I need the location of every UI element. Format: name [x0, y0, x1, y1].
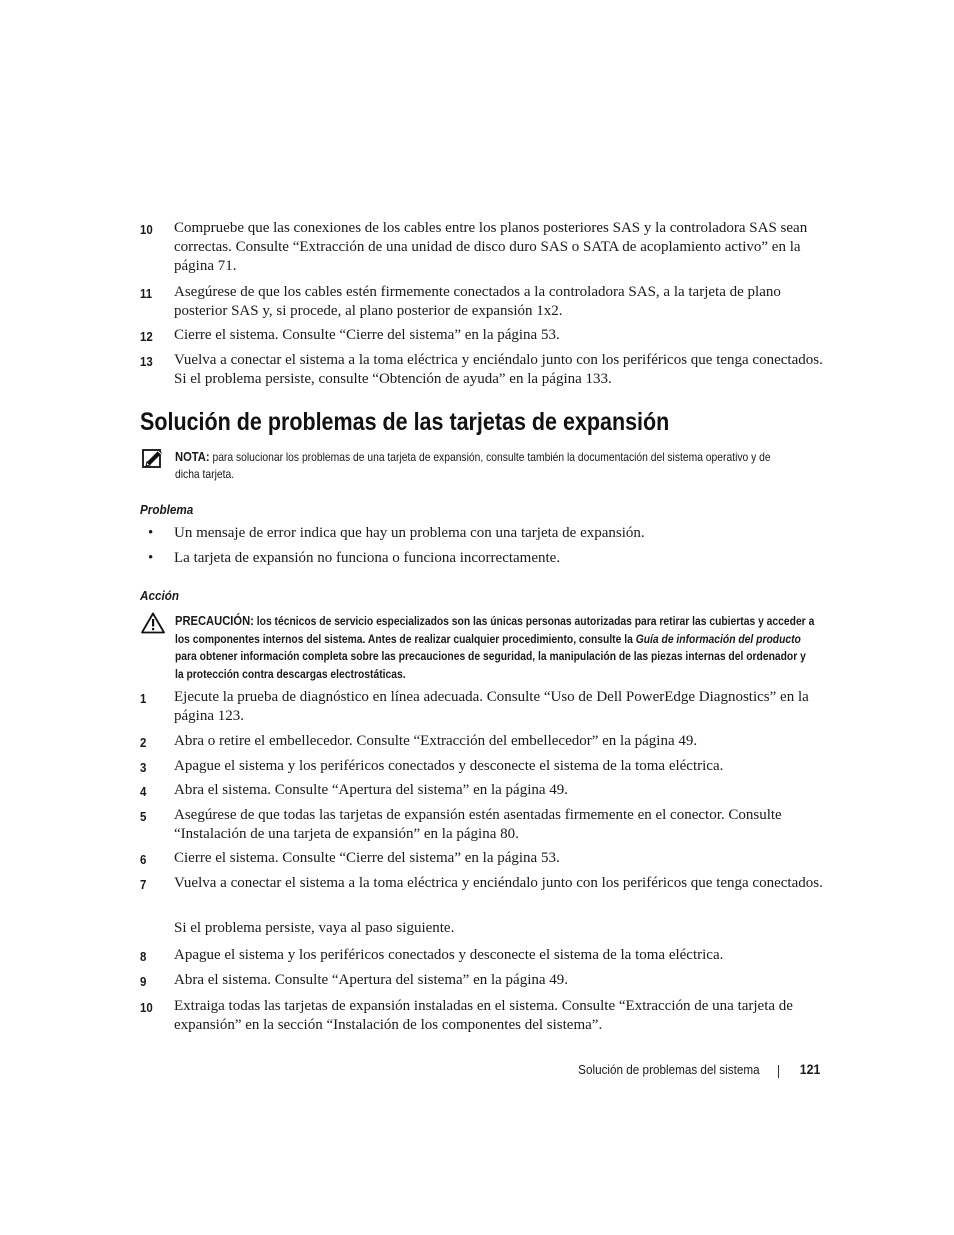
step-text: Abra el sistema. Consulte “Apertura del sistema” en la página 49.: [174, 782, 569, 798]
caution-label: PRECAUCIÓN:: [175, 613, 254, 628]
caution: [175, 612, 816, 683]
step-text: Ejecute la prueba de diagnóstico en línea adecuada. Consulte “Uso de Dell PowerEdge Diagnostics” en la página 123.: [174, 689, 809, 724]
step-text: Cierre el sistema. Consulte “Cierre del sistema” en la página 53.: [174, 327, 560, 343]
bullet-text: Un mensaje de error indica que hay un problema con una tarjeta de expansión.: [174, 525, 645, 541]
step-number: 8: [140, 949, 147, 964]
step-number: 3: [140, 760, 147, 775]
step-number: 4: [140, 784, 147, 799]
step-number: 6: [140, 852, 147, 867]
step-number: 12: [140, 329, 153, 344]
step-number: 7: [140, 877, 147, 892]
problem-heading: Problema: [140, 502, 194, 517]
bullet-text: La tarjeta de expansión no funciona o funciona incorrectamente.: [174, 550, 561, 566]
step-number: 13: [140, 354, 153, 369]
section-title: Solución de problemas de las tarjetas de expansión: [140, 408, 670, 436]
step-number: 9: [140, 974, 147, 989]
step-text: Compruebe que las conexiones de los cables entre los planos posteriores SAS y la controladora SAS sean correctas. Consulte “Extracción de una unidad de disco duro SAS o SATA de acoplamiento activo” en la página 71.: [174, 220, 808, 274]
step-number: 5: [140, 809, 147, 824]
product-guide-title: Guía de información del producto: [635, 631, 801, 646]
note-label: NOTA:: [175, 449, 210, 464]
caution-text-after: para obtener información completa sobre las precauciones de seguridad, la manipulación de las piezas internas del ordenador y la protección contra descargas electrostáticas.: [175, 649, 806, 681]
caution-text-before: los técnicos de servicio especializados son las únicas personas autorizadas para retirar las cubiertas y acceder a los componentes internos del sistema. Antes de realizar cualquier procedimiento, consulte la: [175, 614, 815, 646]
step-number: 11: [140, 286, 153, 301]
step-text: Abra o retire el embellecedor. Consulte “Extracción del embellecedor” en la página 49.: [174, 733, 698, 749]
step-text: Asegúrese de que los cables estén firmemente conectados a la controladora SAS, a la tarjeta de plano posterior SAS y, si procede, al plano posterior de expansión 1x2.: [174, 284, 781, 319]
step-text: Abra el sistema. Consulte “Apertura del sistema” en la página 49.: [174, 972, 569, 988]
footer-divider: [778, 1065, 779, 1078]
action-heading: Acción: [140, 588, 180, 603]
bullet-dot: •: [148, 525, 154, 541]
step-number: 10: [140, 222, 153, 237]
step-7-followup: Si el problema persiste, vaya al paso siguiente.: [174, 920, 455, 936]
bullet-dot: •: [148, 550, 154, 566]
page-number: 121: [799, 1061, 820, 1077]
note: [175, 448, 777, 483]
footer-section-title: Solución de problemas del sistema: [578, 1062, 760, 1077]
step-text: Vuelva a conectar el sistema a la toma eléctrica y enciéndalo junto con los periféricos que tenga conectados. Si el problema persiste, consulte “Obtención de ayuda” en la página 133.: [174, 352, 823, 387]
page-footer: [540, 1061, 820, 1081]
step-text: Apague el sistema y los periféricos conectados y desconecte el sistema de la toma eléctrica.: [174, 947, 724, 963]
step-text: Asegúrese de que todas las tarjetas de expansión estén asentadas firmemente en el conector. Consulte “Instalación de una tarjeta de expansión” en la página 80.: [174, 807, 782, 842]
step-text: Cierre el sistema. Consulte “Cierre del sistema” en la página 53.: [174, 850, 560, 866]
step-number: 10: [140, 1000, 153, 1015]
step-text: Extraiga todas las tarjetas de expansión instaladas en el sistema. Consulte “Extracción de una tarjeta de expansión” en la sección “Instalación de los componentes del sistema”.: [174, 998, 793, 1033]
step-number: 2: [140, 735, 147, 750]
step-text: Apague el sistema y los periféricos conectados y desconecte el sistema de la toma eléctrica.: [174, 758, 724, 774]
note-body: para solucionar los problemas de una tarjeta de expansión, consulte también la documentación del sistema operativo y de dicha tarjeta.: [175, 450, 771, 481]
step-number: 1: [140, 691, 147, 706]
note-pencil-icon: [142, 447, 164, 469]
warning-triangle-icon: [141, 612, 165, 634]
step-text: Vuelva a conectar el sistema a la toma eléctrica y enciéndalo junto con los periféricos que tenga conectados.: [174, 875, 823, 891]
